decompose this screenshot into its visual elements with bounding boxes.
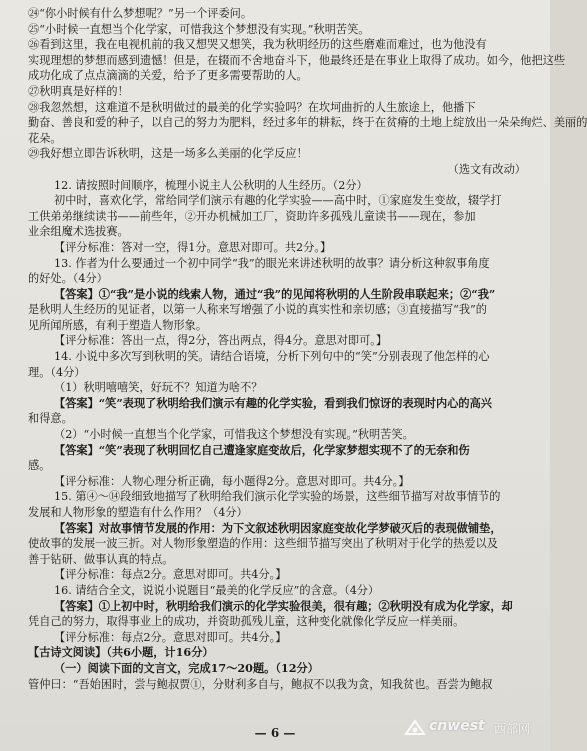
text-line: ㉗秋明真是好样的！: [28, 84, 129, 98]
text-line: 【答案】对故事情节发展的作用：为下文叙述秋明因家庭变故化学梦破灭后的表现做铺垫，: [54, 520, 502, 535]
text-line: 【评分标准：每点2分。意思对即可。共4分。】: [54, 568, 287, 582]
watermark-cn-name: 西部网: [494, 722, 531, 736]
text-line: 理。（4分）: [28, 365, 86, 379]
text-line: 是秋明人生经历的见证者，以第一人称来写增强了小说的真实性和亲切感；③直接描写“我”的: [28, 303, 487, 317]
text-line: ㉘我忽然想，这难道不是秋明做过的最美的化学实验吗？在坎坷曲折的人生旅途上，他播下: [28, 100, 476, 114]
watermark: [400, 712, 540, 744]
text-line: 成功化成了点点滴滴的关爱，给予了更多需要帮助的人。: [28, 69, 308, 83]
text-line: 的好处。（4分）: [28, 272, 108, 286]
text-line: 感。: [28, 459, 51, 473]
text-line: 工供弟弟继续读书——前些年，②开办机械加工厂，资助许多孤残儿童读书——现在，参加: [28, 209, 476, 223]
text-line: 业余组魔术选拔赛。: [28, 225, 129, 239]
document-body: [28, 6, 587, 692]
text-line: 花朵。: [28, 131, 62, 145]
text-line: 【答案】①“我”是小说的线索人物，通过“我”的见闻将秋明的人生阶段串联起来；②“我”: [54, 286, 496, 301]
text-line: 发展和人物形象的塑造有什么作用？（4分）: [28, 506, 248, 519]
page-number-text: — 6 —: [254, 726, 296, 740]
text-line: 和得意。: [28, 412, 73, 426]
text-line: 【古诗文阅读】（共6小题，计16分）: [28, 645, 214, 660]
text-line: 【答案】“笑”表现了秋明回忆自己遭逢家庭变故后，化学家梦想实现不了的无奈和伤: [54, 442, 470, 457]
text-line: （1）秋明嘻嘻笑，好玩不？知道为啥不？: [54, 381, 263, 395]
text-line: 16. 请结合全文，说说小说题目“最美的化学反应”的含意。（4分）: [54, 583, 380, 597]
text-line: 【答案】①上初中时，秋明给我们演示的化学实验很美，很有趣；②秋明没有成为化学家，却: [54, 598, 513, 613]
text-line: 【答案】“笑”表现了秋明给我们演示有趣的化学实验，看到我们惊讶的表现时内心的高兴: [54, 395, 492, 410]
text-line: （一）阅读下面的文言文，完成17～20题。（12分）: [54, 660, 319, 675]
text-line: 12. 请按照时间顺序，梳理小说主人公秋明的人生经历。（2分）: [54, 178, 368, 192]
text-line: （选文有改动）: [447, 162, 526, 176]
text-line: 【评分标准：答对一空，得1分。意思对即可。共2分。】: [54, 240, 332, 254]
text-line: 13. 作者为什么要通过一个初中同学“我”的眼光来讲述秋明的故事？请分析这种叙事角度: [54, 256, 490, 270]
text-line: ㉔“你小时候有什么梦想呢？”另一个评委问。: [28, 7, 253, 20]
text-line: （2）“小时候一直想当个化学家，可惜我这个梦想没有实现。”秋明苦笑。: [54, 428, 414, 442]
text-line: 管仲曰：“吾始困时，尝与鲍叔贾①，分财利多自与，鲍叔不以我为贪，知我贫也。吾尝为鲍叔: [28, 677, 493, 691]
text-line: 使故事的发展一波三折。对人物形象塑造的作用：这些细节描写突出了秋明对于化学的热爱以及: [28, 537, 498, 551]
text-line: 勤奋、善良和爱的种子，以自己的努力为肥料，经过多年的耕耘，终于在贫瘠的土地上绽放出一朵朵绚烂、美丽的: [28, 116, 587, 130]
text-line: 实现理想的梦想而感到遗憾！但是，在辍而不舍地奋斗下，他最终还是在事业上取得了成功。如今，他把这些: [28, 53, 566, 67]
watermark-logo-icon: [404, 718, 426, 738]
text-line: 善于钻研、做事认真的特点。: [28, 552, 174, 566]
text-line: 14. 小说中多次写到秋明的笑。请结合语境，分析下列句中的“笑”分别表现了他怎样的心: [54, 350, 490, 364]
text-line: 15. 第④～⑭段细致地描写了秋明给我们演示化学实验的场景，这些细节描写对故事情节的: [54, 490, 501, 504]
watermark-brand: cnwest: [429, 718, 485, 734]
text-line: 见所闻所感，有利于塑造人物形象。: [28, 318, 208, 332]
text-line: ㉕“小时候一直想当个化学家，可惜我这个梦想没有实现。”秋明苦笑。: [28, 22, 370, 36]
text-line: 【评分标准：每点2分。意思对即可。共4分。】: [54, 630, 287, 644]
text-line: ㉙我好想立即告诉秋明，这是一场多么美丽的化学反应！: [28, 147, 308, 161]
text-line: 凭自己的努力，取得事业上的成功，并资助孤残儿童，这种变化就像化学反应一样美丽。: [28, 615, 465, 629]
text-line: 【评分标准：人物心理分析正确，每小题得2分。意思对即可。共4分。】: [54, 474, 410, 488]
text-line: 初中时，喜欢化学，常给同学们演示有趣的化学实验——高中时，①家庭发生变故，辍学打: [54, 194, 502, 208]
text-line: ㉖看到这里，我在电视机前的我又想哭又想笑，我为秋明经历的这些磨难而难过，也为他没有: [28, 38, 487, 52]
text-line: 【评分标准：答出一点，得2分，答出两点，得4分。意思对即可。】: [54, 334, 388, 348]
